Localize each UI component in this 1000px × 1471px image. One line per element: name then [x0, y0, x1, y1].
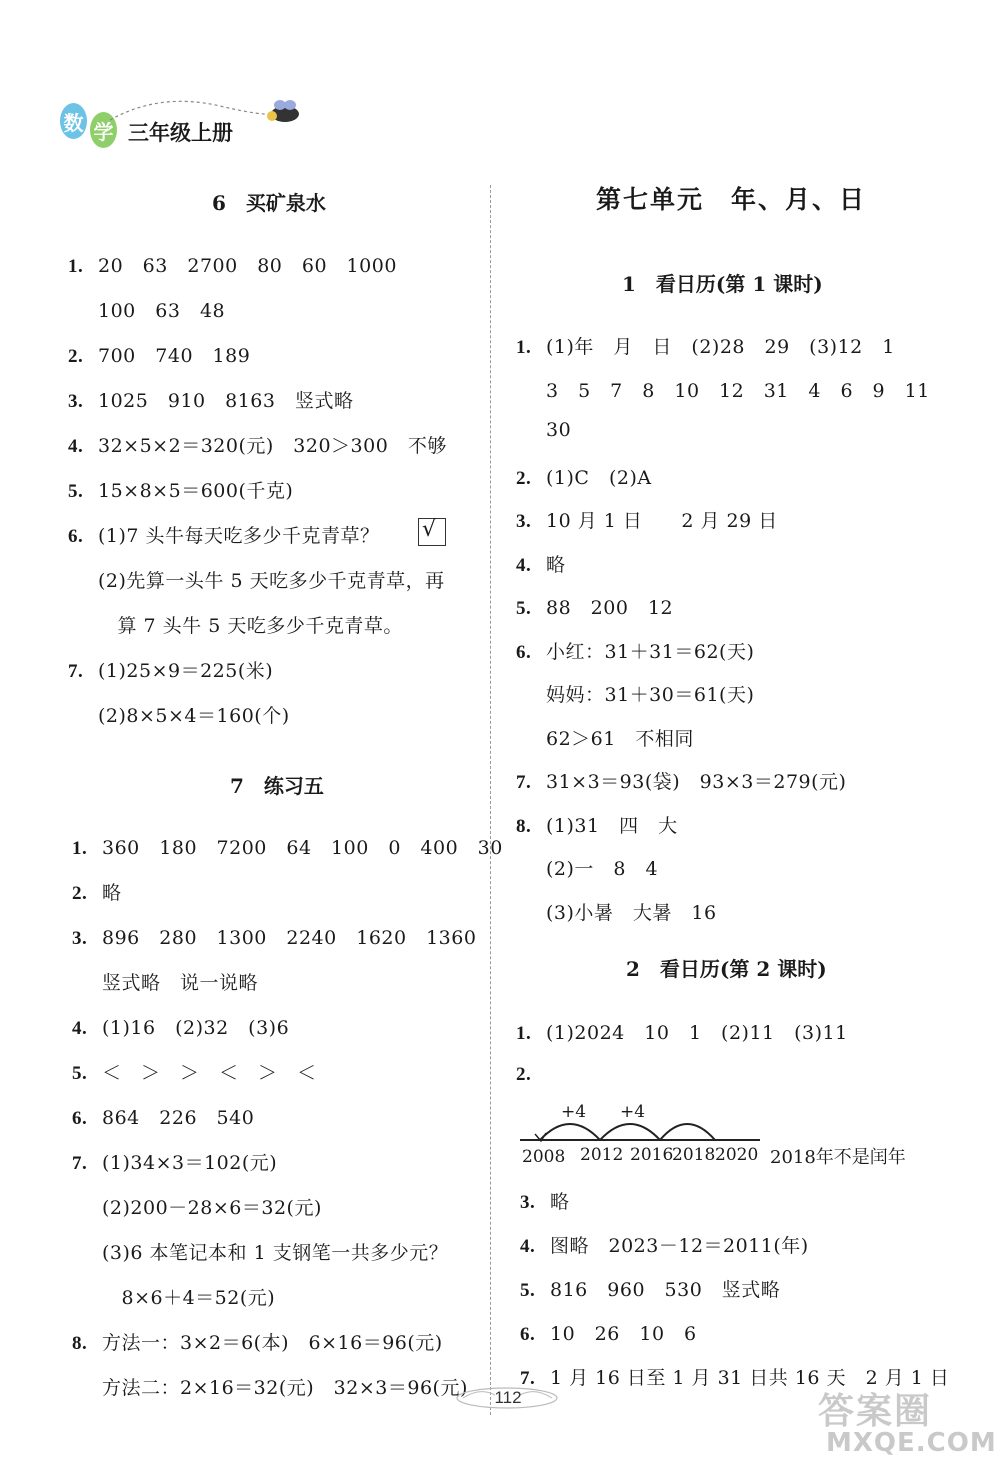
answer-text: (2)先算一头牛 5 天吃多少千克青草，再	[98, 570, 445, 592]
answer-text: ＜ ＞ ＞ ＜ ＞ ＜	[102, 1062, 317, 1084]
checkbox-answer	[418, 518, 446, 546]
answer-text: 略	[546, 553, 566, 576]
answer-line	[72, 1013, 289, 1040]
answer-line	[68, 521, 380, 548]
answer-line	[516, 724, 694, 751]
question-number: 2.	[516, 1064, 532, 1085]
column-divider	[490, 185, 491, 1415]
answer-line	[68, 476, 293, 503]
answer-text: (2)一 8 4	[546, 858, 659, 880]
answer-text: 816 960 530 竖式略	[550, 1279, 781, 1301]
question-number: 4.	[520, 1236, 536, 1257]
answer-text: 1 月 16 日至 1 月 31 日共 16 天 2 月 1 日	[550, 1367, 950, 1389]
answer-line	[516, 1063, 546, 1086]
answer-text: (2)8×5×4＝160(个)	[98, 705, 290, 727]
answer-text: (1)2024 10 1 (2)11 (3)11	[546, 1022, 848, 1044]
question-number: 4.	[72, 1018, 88, 1039]
answer-text: 略	[550, 1191, 570, 1213]
question-number: 6.	[516, 641, 532, 663]
question-number: 2.	[516, 467, 532, 489]
answer-text: 方法二：2×16＝32(元) 32×3＝96(元)	[102, 1377, 468, 1399]
question-number: 2.	[68, 346, 84, 367]
answer-line	[520, 1231, 809, 1258]
answer-line	[72, 968, 258, 995]
answer-line	[72, 1283, 275, 1310]
section-title-6: 6 买矿泉水	[212, 191, 326, 215]
answer-line	[72, 1373, 468, 1400]
answer-text: 10 26 10 6	[550, 1323, 697, 1345]
watermark-url: MXQE.COM	[826, 1428, 997, 1458]
jump-label-2: +4	[620, 1102, 646, 1122]
question-number: 1.	[72, 838, 88, 859]
answer-line	[516, 506, 778, 533]
answer-line	[520, 1319, 697, 1346]
answer-line	[516, 550, 566, 577]
answer-text: (3)6 本笔记本和 1 支钢笔一共多少元？	[102, 1242, 449, 1264]
subject-badge-1: 数	[60, 103, 87, 139]
answer-text: 8×6＋4＝52(元)	[102, 1287, 276, 1309]
answer-text: (1)25×9＝225(米)	[98, 660, 274, 682]
answer-line	[68, 701, 290, 728]
answer-line	[72, 1238, 448, 1265]
answer-line	[72, 1193, 322, 1220]
answer-text: 88 200 12	[546, 597, 674, 619]
answer-text: 32×5×2＝320(元) 320＞300 不够	[98, 435, 447, 457]
question-number: 3.	[68, 391, 84, 412]
answer-text: 妈妈：31＋30＝61(天)	[546, 684, 755, 706]
lesson-title-2: 2 看日历(第 2 课时)	[626, 957, 827, 981]
question-number: 3.	[516, 511, 532, 532]
answer-line	[72, 833, 503, 860]
answer-text: 700 740 189	[98, 345, 251, 367]
question-number: 6.	[520, 1324, 536, 1345]
year-label: 2020	[715, 1145, 759, 1165]
answer-text: 算 7 头牛 5 天吃多少千克青草。	[98, 615, 403, 637]
question-number: 1.	[516, 1023, 532, 1044]
answer-text: (1)年 月 日 (2)28 29 (3)12 1	[546, 336, 895, 358]
answer-line	[68, 566, 445, 593]
question-number: 3.	[520, 1192, 536, 1213]
answer-line	[520, 1187, 570, 1214]
answer-line	[516, 376, 930, 403]
answer-text: 62＞61 不相同	[546, 727, 694, 750]
answer-text: (3)小暑 大暑 16	[546, 901, 717, 924]
answer-line	[68, 251, 397, 278]
question-number: 1.	[68, 256, 84, 277]
answer-text: 15×8×5＝600(千克)	[98, 480, 294, 502]
answer-line	[516, 463, 652, 490]
question-number: 5.	[516, 598, 532, 619]
answer-text: 10 月 1 日 2 月 29 日	[546, 510, 778, 532]
answer-line	[516, 332, 895, 359]
question-number: 5.	[72, 1063, 88, 1084]
watermark-logo: 答案圈	[818, 1391, 933, 1432]
grade-label: 三年级上册	[128, 121, 233, 145]
answer-text: 100 63 48	[98, 300, 226, 322]
year-label: 2008	[522, 1147, 566, 1167]
question-number: 6.	[72, 1108, 88, 1129]
question-number: 7.	[520, 1368, 536, 1389]
question-number: 3.	[72, 928, 88, 949]
year-label: 2016	[630, 1145, 674, 1165]
year-label: 2018	[672, 1145, 716, 1165]
answer-text: 略	[102, 882, 122, 904]
answer-text: 图略 2023－12＝2011(年)	[550, 1235, 809, 1257]
answer-text: 小红：31＋31＝62(天)	[546, 640, 755, 663]
answer-line	[68, 611, 403, 638]
answer-text: 360 180 7200 64 100 0 400 30	[102, 837, 503, 859]
answer-line	[68, 386, 353, 413]
answer-line	[72, 1058, 317, 1085]
question-number: 6.	[68, 526, 84, 547]
answer-line	[68, 341, 250, 368]
question-number: 2.	[72, 883, 88, 904]
answer-line	[72, 878, 122, 905]
answer-line	[516, 811, 678, 838]
answer-line	[72, 1328, 443, 1355]
section-title-7: 7 练习五	[230, 774, 324, 798]
answer-text: 30	[546, 419, 572, 441]
question-number: 8.	[72, 1333, 88, 1354]
answer-line	[516, 898, 717, 925]
question-number: 7.	[72, 1153, 88, 1174]
answer-text: 864 226 540	[102, 1107, 255, 1129]
unit-title: 第七单元 年、月、日	[596, 185, 867, 214]
answer-text: (1)34×3＝102(元)	[102, 1152, 278, 1174]
answer-text: 31×3＝93(袋) 93×3＝279(元)	[546, 771, 847, 793]
lesson-title-1: 1 看日历(第 1 课时)	[622, 272, 823, 296]
answer-text: 896 280 1300 2240 1620 1360	[102, 927, 477, 949]
answer-line	[68, 296, 225, 323]
answer-line	[516, 593, 673, 620]
answer-text: 竖式略 说一说略	[102, 972, 259, 994]
jump-label-1: +4	[561, 1102, 587, 1122]
subject-badge-2: 学	[90, 112, 117, 148]
question-number: 8.	[516, 815, 532, 837]
answer-text: 20 63 2700 80 60 1000	[98, 255, 397, 277]
answer-line	[72, 1103, 254, 1130]
answer-text: (1)7 头牛每天吃多少千克青草？	[98, 525, 380, 547]
answer-text: (1)C (2)A	[546, 466, 652, 489]
answer-line	[68, 431, 447, 458]
answer-text: 方法一：3×2＝6(本) 6×16＝96(元)	[102, 1332, 443, 1354]
check-mark-icon: √	[422, 517, 437, 542]
answer-text: (1)31 四 大	[546, 814, 678, 837]
answer-text: 3 5 7 8 10 12 31 4 6 9 11	[546, 379, 930, 402]
question-number: 4.	[68, 436, 84, 457]
question-number: 7.	[516, 772, 532, 793]
question-number: 5.	[68, 481, 84, 502]
answer-line	[72, 1148, 277, 1175]
question-number: 7.	[68, 661, 84, 682]
question-number: 4.	[516, 554, 532, 576]
answer-line	[520, 1275, 780, 1302]
answer-line	[68, 656, 273, 683]
answer-line	[516, 637, 754, 664]
answer-line	[72, 923, 476, 950]
answer-line	[516, 854, 658, 881]
answer-text: (1)16 (2)32 (3)6	[102, 1017, 290, 1039]
question-number: 5.	[520, 1280, 536, 1301]
answer-line	[516, 767, 846, 794]
question-number: 1.	[516, 337, 532, 358]
header-decoration-icon	[100, 92, 310, 132]
answer-line	[516, 680, 754, 707]
year-label: 2012	[580, 1145, 624, 1165]
answer-text: (2)200－28×6＝32(元)	[102, 1197, 322, 1219]
answer-line	[516, 1018, 848, 1045]
answer-line	[516, 419, 571, 441]
leap-year-note: 2018年不是闰年	[770, 1147, 906, 1168]
answer-text: 1025 910 8163 竖式略	[98, 390, 354, 412]
page-number: 112	[494, 1388, 522, 1407]
